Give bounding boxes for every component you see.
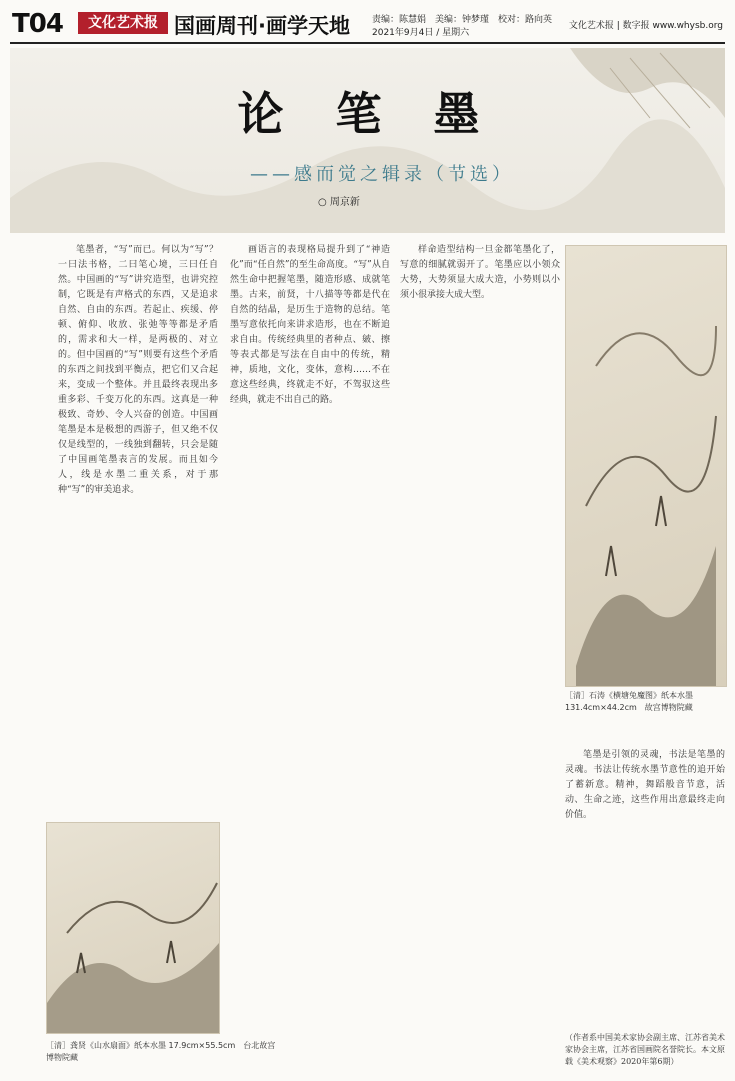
painting-caption: ［清］龚贤《山水扇面》纸本水墨 17.9cm×55.5cm 台北故宫博物院藏: [46, 1041, 276, 1062]
article-author: ○ 周京新: [318, 197, 360, 208]
painting-shitao: [565, 245, 727, 687]
text-column-4: [565, 748, 725, 1066]
article-title: 论 笔 墨: [237, 87, 498, 141]
issue-date: 2021年9月4日 / 星期六: [372, 28, 470, 38]
page-number: T04: [12, 9, 63, 39]
painting-caption: ［清］石涛《横塘兔魔图》纸本水墨 131.4cm×44.2cm 故宫博物院藏: [565, 691, 693, 712]
text-column-1: [58, 243, 218, 823]
page-header: [0, 0, 735, 44]
paragraph: 画语言的表现格局提升到了“神造化”而“任自然”的至生命高度。“写”从自然生命中把握笔墨，随造形感、成就笔墨。古来，前贤，十八描等等都是代在自然的结晶，是历生于造物的总结。笔墨写意依托向来讲求造形，也在不断追求自由。传统经典里的者种点、皴、擦等表式都是写法在自由中的传统，精神，质地，文化，变体，意构……不在意这些经典，终就走不好，不驾驭这些经典，就走不出自己的路。: [230, 245, 390, 405]
paragraph: 笔墨者，“写”而已。何以为“写”？一曰法书格，二曰笔心境，三曰任自然。中国画的“写”讲究造型，也讲究控制，它既是有声格式的东西，又是追求自然、自由的东西。若起止、疾缓、停顿、俯仰、收放、张弛等等都是矛盾的，需求和大一样，是两极的、对立的。但中国画的“写”则要有这些个矛盾的东西之间找到平衡点，把它们又合起来，变成一个整体。并且最终表现出多重多彩、千变万化的东西。这真是一种极致、奇妙、令人兴奋的创造。中国画笔墨是本是极想的西游子，但又绝不仅仅是线型的，一线独到翻转，只会是随了中国画笔墨表言的发展。而且如今人，线是水墨二重关系，对于那种“写”的审美追求。: [58, 245, 218, 495]
landscape-painting-icon: [566, 246, 726, 686]
painting-gongxian: [46, 822, 220, 1034]
author-footnote: （作者系中国美术家协会副主席、江苏省美术家协会主席，江苏省国画院名誉院长。本文原载《美术观察》2020年第6期）: [565, 1033, 725, 1066]
paragraph: 样命造型结构一旦金都笔墨化了，写意的细腻就弱开了。笔墨应以小领众大势，大势须显大成大造，小势则以小须小很承接大成大型。: [400, 245, 560, 300]
section-title: 国画周刊·画学天地: [174, 14, 350, 38]
article-subtitle: ——感而觉之辑录（节选）: [250, 164, 514, 185]
header-rule: [10, 42, 725, 44]
paragraph: 笔墨是引领的灵魂，书法是笔墨的灵魂。书法让传统水墨节意性的追开始了蓄新意。精神，舞蹈般音节意，活动、生命之迹，这些作用出意最终走向价值。: [565, 750, 725, 820]
landscape-painting-icon: [47, 823, 219, 1033]
site-link[interactable]: 文化艺术报 | 数字报 www.whysb.org: [568, 21, 723, 31]
text-column-2: [230, 243, 390, 1063]
editor-credits: 责编：陈慧娟 美编：钟梦瑾 校对：路向英: [372, 15, 553, 25]
masthead-logo: 文化艺术报: [78, 12, 168, 34]
text-column-3: [400, 243, 560, 593]
